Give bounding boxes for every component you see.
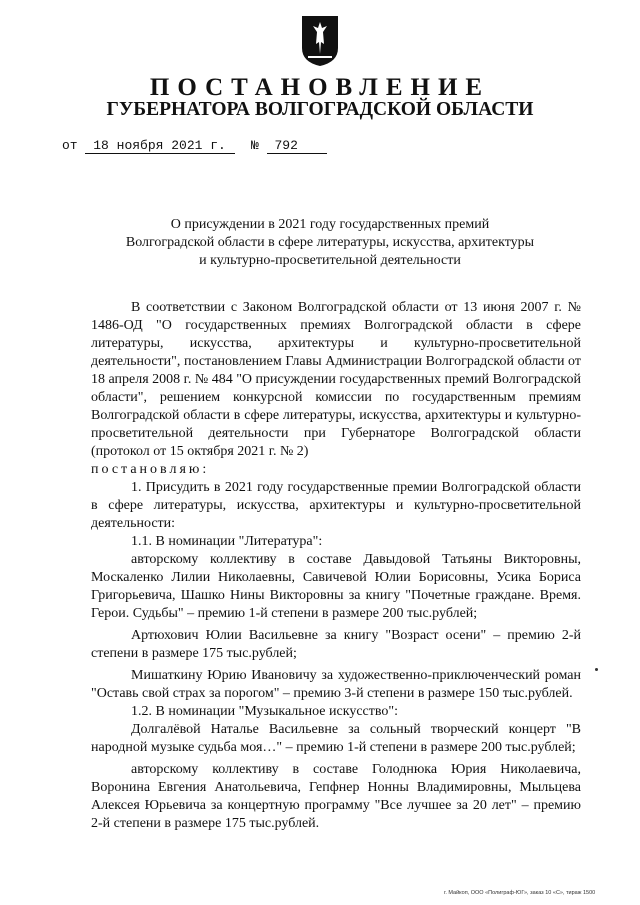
- volgograd-emblem-icon: [300, 14, 340, 68]
- preamble-paragraph: В соответствии с Законом Волгоградской области от 13 июня 2007 г. № 1486-ОД "О государственных премиях Волгоградской области в сфере литературы, искусства, архитектуры и культурно-просветительной деятельности", постановлением Главы Администрации Волгоградской области от 18 апреля 2008 г. № 484 "О присуждении государственных премий Волгоградской области", решением конкурсной комиссии по государственным премиям Волгоградской области в сфере литературы, искусства, архитектуры и культурно-просветительной деятельности при Губернаторе Волгоградской области (протокол от 15 октября 2021 г. № 2): [91, 300, 581, 459]
- item-1: 1. Присудить в 2021 году государственные премии Волгоградской области в сфере литературы, искусства, архитектуры и культурно-просветительной деятельности:: [91, 480, 581, 531]
- from-label: от: [62, 138, 78, 153]
- registration-line: [62, 138, 327, 154]
- award-paragraph: Артюхович Юлии Васильевне за книгу "Возраст осени" – премию 2-й степени в размере 175 тыс.рублей;: [91, 628, 581, 661]
- subject-line: и культурно-просветительной деятельности: [199, 253, 461, 268]
- award-paragraph: Мишаткину Юрию Ивановичу за художественно-приключенческий роман "Оставь свой страх за порогом" – премию 3-й степени в размере 150 тыс.рублей.: [91, 668, 581, 701]
- scan-speck: [595, 668, 598, 671]
- document-issuer: ГУБЕРНАТОРА ВОЛГОГРАДСКОЙ ОБЛАСТИ: [106, 99, 534, 120]
- subject-line: Волгоградской области в сфере литературы, искусства, архитектуры: [125, 235, 535, 250]
- subject-line: О присуждении в 2021 году государственных премий: [170, 217, 490, 232]
- document-number: 792: [267, 138, 327, 154]
- award-paragraph: Долгалёвой Наталье Васильевне за сольный творческий концерт "В народной музыке судьба моя…" – премию 1-й степени в размере 200 тыс.рублей;: [91, 722, 581, 755]
- nomination-music: 1.2. В номинации "Музыкальное искусство":: [131, 704, 398, 719]
- print-imprint: г. Майкоп, ООО «Полиграф-ЮГ», заказ 10 «С», тираж 1500: [444, 890, 596, 896]
- decree-word: постановляю:: [91, 462, 210, 477]
- document-date: 18 ноября 2021 г.: [85, 138, 235, 154]
- nomination-literature: 1.1. В номинации "Литература":: [131, 534, 323, 549]
- award-paragraph: авторскому коллективу в составе Давыдовой Татьяны Викторовны, Москаленко Лилии Николаевны, Савичевой Юлии Борисовны, Усика Бориса Григорьевича, Шашко Нины Викторовны за книгу "Почетные граждане. Время. Герои. Судьбы" – премию 1-й степени в размере 200 тыс.рублей;: [91, 552, 581, 621]
- number-label: №: [251, 138, 259, 153]
- document-body: [91, 299, 581, 833]
- award-paragraph: авторскому коллективу в составе Голоднюка Юрия Николаевича, Воронина Евгения Анатольевича, Гепфнер Нонны Владимировны, Мыльцева Алексея Юрьевича за концертную программу "Все лучшее за 20 лет" – премию 2-й степени в размере 175 тыс.рублей.: [91, 762, 581, 831]
- document-subject: [80, 216, 580, 270]
- document-title: ПОСТАНОВЛЕНИЕ: [149, 74, 491, 101]
